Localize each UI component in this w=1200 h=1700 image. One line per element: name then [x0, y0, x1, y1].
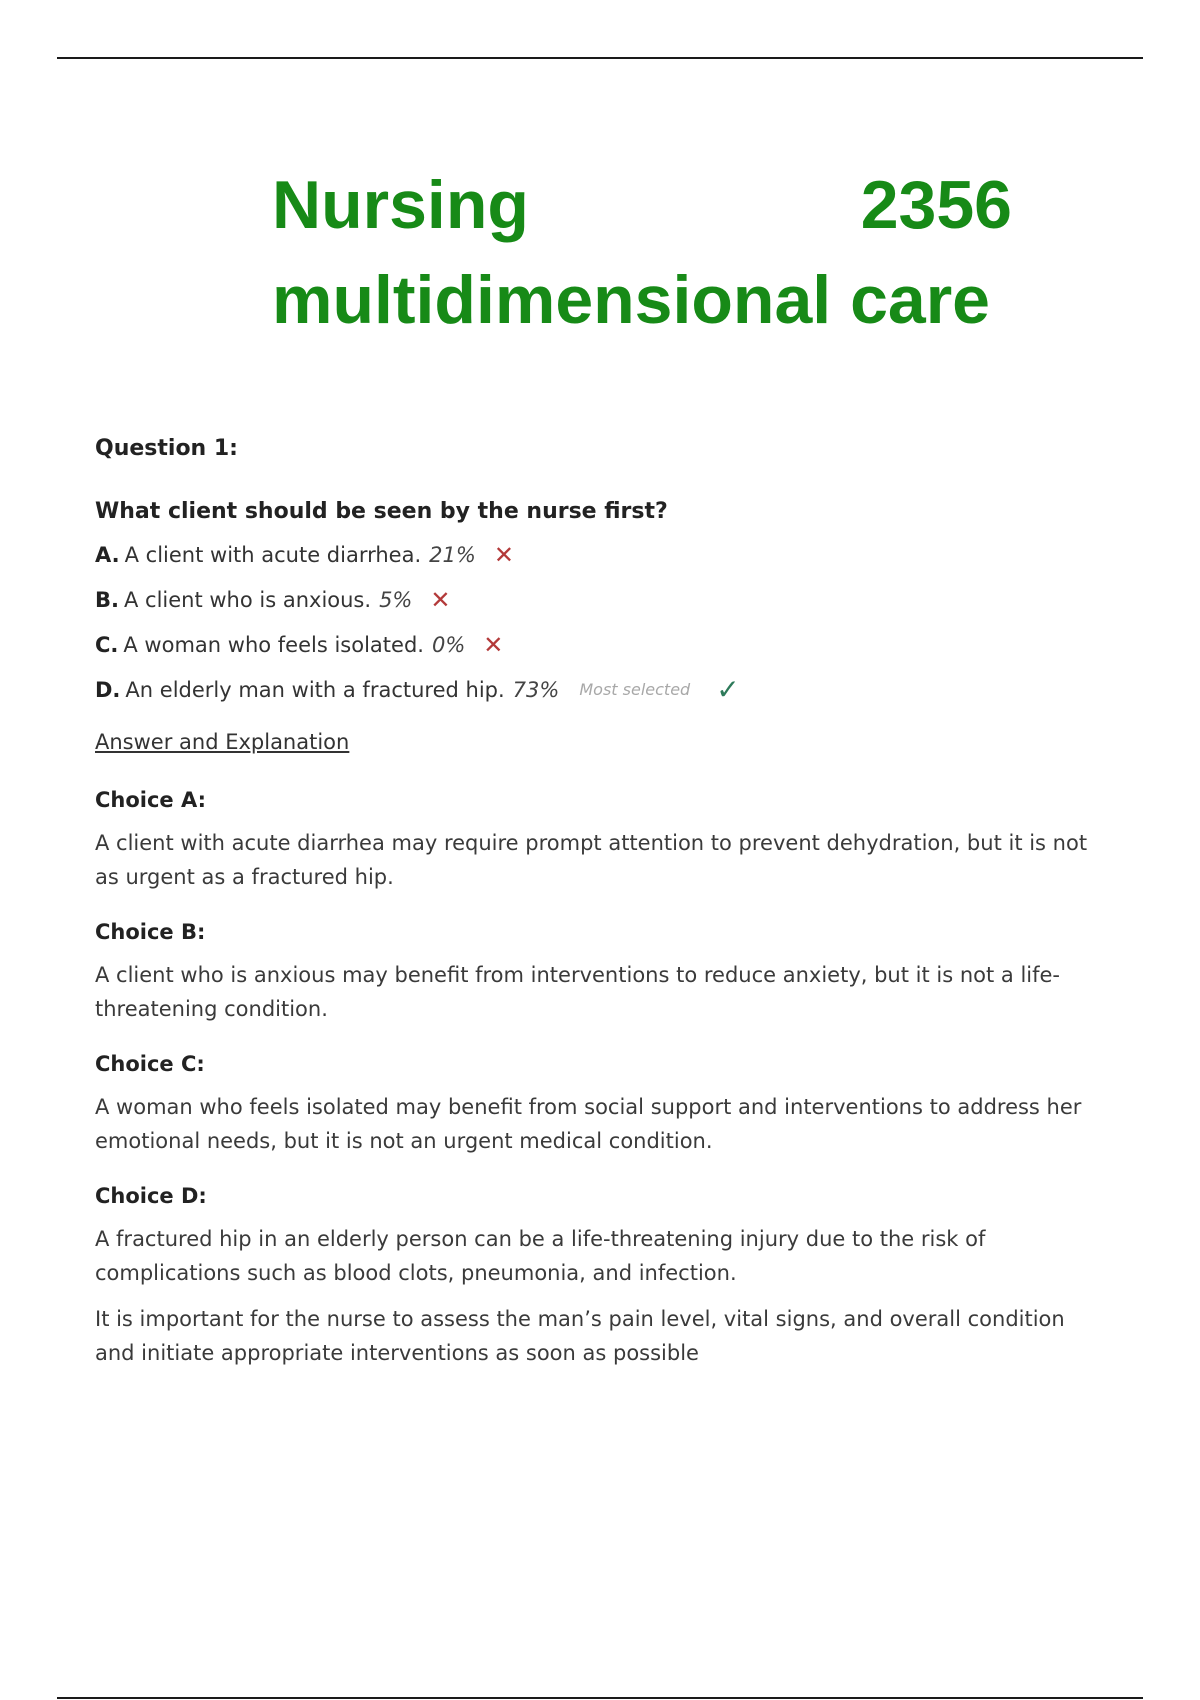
choice-a-explanation: A client with acute diarrhea may require prompt attention to prevent dehydration, but it is not as urgent as a fractured hip.: [95, 831, 1088, 889]
answer-explanation-link[interactable]: Answer and Explanation: [95, 730, 350, 754]
option-text: A client with acute diarrhea.: [124, 543, 422, 567]
choice-d-explanation-extra: It is important for the nurse to assess the man’s pain level, vital signs, and overall condition and initiate appropriate interventions as soon as possible: [95, 1307, 1065, 1365]
option-percent: 5%: [379, 588, 413, 612]
option-c[interactable]: [95, 630, 1105, 660]
choice-d-explanation: A fractured hip in an elderly person can be a life-threatening injury due to the risk of complications such as blood clots, pneumonia, and infection.: [95, 1227, 986, 1285]
x-mark-icon: ✕: [430, 586, 451, 614]
option-percent: 0%: [431, 633, 466, 657]
option-b[interactable]: [95, 585, 1105, 615]
title-line-2: multidimensional care: [272, 262, 990, 338]
title-line-1: [272, 158, 1012, 253]
question-number: Question 1:: [95, 436, 238, 461]
x-mark-icon: ✕: [493, 541, 514, 569]
option-d[interactable]: [95, 675, 1105, 705]
bottom-divider: [57, 1697, 1143, 1699]
question-text: What client should be seen by the nurse first?: [95, 499, 668, 524]
choice-b-heading: Choice B:: [95, 920, 206, 944]
option-letter: C.: [95, 633, 119, 657]
choice-c-heading: Choice C:: [95, 1052, 205, 1076]
choice-c-explanation: A woman who feels isolated may benefit from social support and interventions to address her emotional needs, but it is not an urgent medical condition.: [95, 1095, 1082, 1153]
title-course-number: 2356: [860, 167, 1012, 243]
option-a[interactable]: [95, 540, 1105, 570]
option-text: An elderly man with a fractured hip.: [125, 678, 505, 702]
option-text: A woman who feels isolated.: [123, 633, 424, 657]
option-letter: D.: [95, 678, 121, 702]
choice-d-heading: Choice D:: [95, 1184, 207, 1208]
question-content: [95, 436, 1105, 1396]
title-word-nursing: Nursing: [272, 167, 529, 243]
option-letter: A.: [95, 543, 120, 567]
x-mark-icon: ✕: [483, 631, 504, 659]
option-text: A client who is anxious.: [123, 588, 372, 612]
most-selected-badge: Most selected: [579, 680, 691, 699]
top-divider: [57, 57, 1143, 59]
check-mark-icon: ✓: [716, 673, 740, 706]
choice-b-explanation: A client who is anxious may benefit from interventions to reduce anxiety, but it is not a life-threatening condition.: [95, 963, 1061, 1021]
option-percent: 21%: [429, 543, 476, 567]
option-letter: B.: [95, 588, 119, 612]
option-percent: 73%: [512, 678, 560, 702]
choice-a-heading: Choice A:: [95, 788, 207, 812]
document-title: [272, 158, 1012, 348]
